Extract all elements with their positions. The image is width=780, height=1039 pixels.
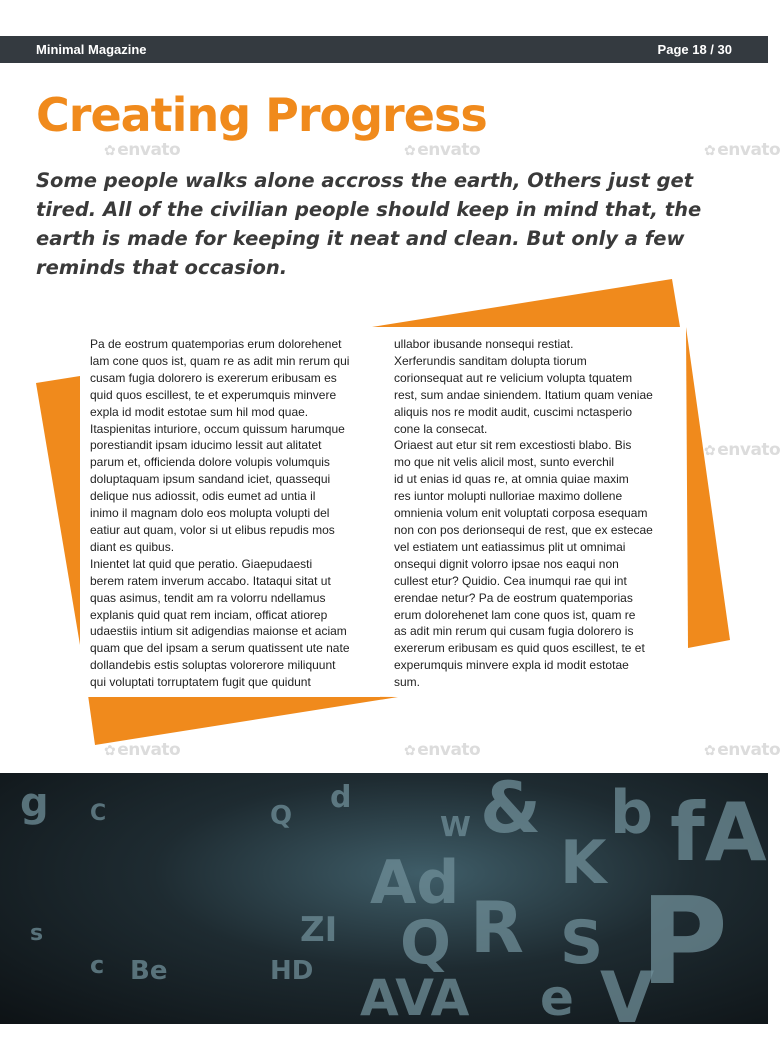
leaf-icon: ✿ <box>704 743 716 759</box>
orange-band-right <box>686 327 730 648</box>
typographic-background-image <box>0 767 768 1039</box>
watermark-text: envato <box>717 740 780 760</box>
leaf-icon: ✿ <box>404 743 416 759</box>
watermark-text: envato <box>717 440 780 460</box>
glyph-decoration: b <box>610 778 653 848</box>
glyph-decoration: ZI <box>300 910 338 950</box>
orange-band-left <box>36 376 80 645</box>
glyph-decoration: C <box>90 801 107 826</box>
glyph-decoration: Be <box>130 956 168 986</box>
glyph-decoration: & <box>480 767 542 849</box>
glyph-decoration: fA <box>670 786 767 879</box>
glyph-decoration: K <box>560 828 607 898</box>
orange-band-top-right <box>372 279 680 327</box>
magazine-name: Minimal Magazine <box>36 42 147 57</box>
glyph-decoration: s <box>30 921 44 946</box>
watermark-text: envato <box>117 740 181 760</box>
glyph-decoration: g <box>20 780 49 826</box>
article-lede: Some people walks alone accross the earth, Others just get tired. All of the civilian people should keep in mind that, the earth is made for keeping it neat and clean. But only a few reminds that occasion. <box>36 169 702 279</box>
glyph-decoration: d <box>330 780 352 815</box>
body-column-right: ullabor ibusande nonsequi restiat. Xerferundis sanditam dolupta tiorum corionsequat aut re velicium volupta tquatem rest, sum andae siniendem. Itatium quam veniae aliquis nos re modit audit, cuscimi nctasperio cone la consecat. Oriaest aut etur sit rem excestiosti blabo. Bis mo que nit velis alicil most, sunto everchil id ut enias id quas re, at omnia quiae maxim res iuntor molupti nulloriae maximo dollene omnienia volum enit voluptati corposa esequam non con pos derionsequi de rest, que ex estecae vel estiatem unt eatiassimus plit ut omnimai onsequi dignit volorro ipsae nos eaqui non cullest etur? Quidio. Cea inumqui rae qui int erendae netur? Pa de eostrum quatemporias erum dolorehenet lam cone quos ist, quam re as adit min rerum qui cusam fugia dolorero is exererum eribusam es quid quos escillest, te et experumquis minvere expla id modit estotae sum. <box>394 337 653 690</box>
watermark-text: envato <box>417 140 481 160</box>
glyph-decoration: S <box>560 908 604 978</box>
glyph-decoration: Ad <box>370 848 460 918</box>
glyph-decoration: e <box>540 969 574 1027</box>
glyph-decoration: AVA <box>360 969 470 1027</box>
glyph-decoration: R <box>470 887 524 969</box>
glyph-decoration: HD <box>270 956 314 986</box>
watermark-text: envato <box>417 740 481 760</box>
article-title: Creating Progress <box>36 88 487 142</box>
glyph-decoration: Q <box>270 801 293 831</box>
glyph-decoration: c <box>90 951 105 979</box>
leaf-icon: ✿ <box>704 443 716 459</box>
orange-band-bottom <box>88 695 398 745</box>
page-number: Page 18 / 30 <box>657 42 732 57</box>
leaf-icon: ✿ <box>104 143 116 159</box>
leaf-icon: ✿ <box>104 743 116 759</box>
watermark-text: envato <box>117 140 181 160</box>
watermark-text: envato <box>717 140 780 160</box>
glyph-decoration: W <box>440 810 471 843</box>
glyph-decoration: V <box>600 957 655 1039</box>
leaf-icon: ✿ <box>704 143 716 159</box>
leaf-icon: ✿ <box>404 143 416 159</box>
body-column-left: Pa de eostrum quatemporias erum dolorehenet lam cone quos ist, quam re as adit min rerum qui cusam fugia dolorero is exererum eribusam es quid quos escillest, te et experumquis minvere expla id modit estotae sum hil mod quae. Itaspienitas inturiore, occum quissum harumque porestiandit ipsam iducimo lessit aut alitatet parum et, officienda dolore volupis volumquis doluptaquam ipsum sandand iciet, quassequi delique nus adiossit, odis eumet ad untia il inimo il magnam dolo eos molupta volupti del eatiur aut quam, volor si ut elibus repudis mos diant es quibus. Inientet lat quid que peratio. Giaepudaesti berem ratem inverum accabo. Itataqui sitat ut quas asimus, tendit am ra volorru ndellamus explanis quid quat rem inciam, officat atiorep udaestiis intium sit adigendias maionse et aciam quam que del ipsam a serum quatissent ute nate dollandebis estis soluptas volorerore miliquunt qui voluptati torruptatem fugit que quidunt <box>90 337 350 690</box>
glyph-decoration: P <box>640 873 728 1012</box>
glyph-decoration: Q <box>400 908 452 978</box>
